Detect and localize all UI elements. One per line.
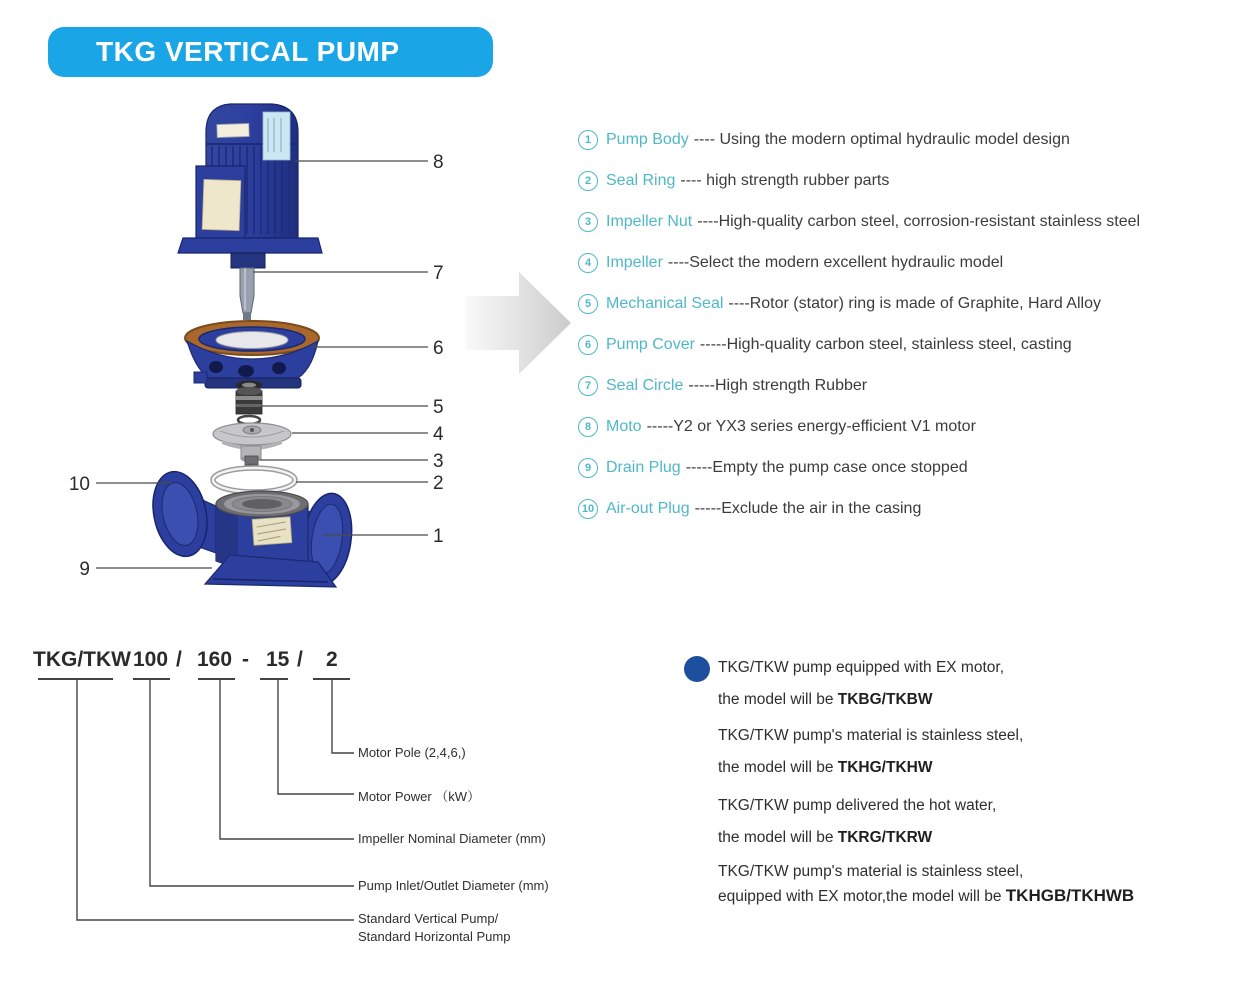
callout-number-1: 1: [433, 526, 444, 547]
list-item: [578, 365, 1234, 406]
bullet-icon: [684, 656, 710, 682]
part-desc: ---- Using the modern optimal hydraulic model design: [693, 130, 1070, 148]
note-text: TKG/TKW pump delivered the hot water,: [718, 797, 997, 814]
circled-number-icon: 4: [578, 253, 598, 273]
circled-number-icon: 8: [578, 417, 598, 437]
title-banner: [48, 27, 493, 77]
model-code-pole: 2: [326, 648, 338, 671]
circled-number-icon: 9: [578, 458, 598, 478]
callout-number-7: 7: [433, 263, 444, 284]
note-text: the model will be: [718, 759, 838, 776]
circled-number-icon: 5: [578, 294, 598, 314]
page-title: TKG VERTICAL PUMP: [96, 36, 400, 67]
note-line: [718, 727, 1023, 745]
circled-number-icon: 2: [578, 171, 598, 191]
motor-shaft: [240, 268, 254, 320]
note-line: [718, 829, 932, 847]
model-code-sep2: -: [242, 648, 249, 671]
part-desc: ----Select the modern excellent hydraulic model: [667, 253, 1004, 271]
circled-number-icon: 7: [578, 376, 598, 396]
list-item: [578, 160, 1234, 201]
part-name: Pump Body: [606, 130, 689, 148]
pump-exploded-diagram: [0, 85, 600, 610]
list-item: [578, 283, 1234, 324]
callout-number-6: 6: [433, 338, 444, 359]
note-line: [718, 759, 932, 777]
part-desc: -----High-quality carbon steel, stainless steel, casting: [699, 335, 1072, 353]
note-line: [718, 691, 932, 709]
list-item: [578, 201, 1234, 242]
note-line: [718, 863, 1023, 881]
part-name: Seal Ring: [606, 171, 676, 189]
callout-number-5: 5: [433, 397, 444, 418]
callout-number-9: 9: [79, 559, 90, 580]
list-item: [578, 488, 1234, 529]
note-text: equipped with EX motor,the model will be: [718, 888, 1006, 905]
callout-number-8: 8: [433, 152, 444, 173]
circled-number-icon: 3: [578, 212, 598, 232]
model-code-sep1: /: [176, 648, 182, 671]
note-model-code: TKRG/TKRW: [837, 829, 933, 846]
circled-number-icon: 1: [578, 130, 598, 150]
part-desc: -----Empty the pump case once stopped: [685, 458, 968, 476]
code-label-standard-vertical: Standard Vertical Pump/: [358, 911, 499, 926]
note-text: the model will be: [718, 691, 838, 708]
list-item: [578, 447, 1234, 488]
code-label-motor-pole: Motor Pole (2,4,6,): [358, 745, 466, 760]
list-item: [578, 242, 1234, 283]
model-code-series: TKG/TKW: [33, 648, 131, 671]
part-name: Moto: [606, 417, 642, 435]
note-text: the model will be: [718, 829, 838, 846]
motor: [178, 104, 322, 268]
callout-number-10: 10: [68, 474, 90, 495]
code-label-standard-horizontal: Standard Horizontal Pump: [358, 929, 511, 944]
part-desc: ---- high strength rubber parts: [680, 171, 890, 189]
model-code-impeller: 160: [197, 648, 233, 671]
note-line: [718, 797, 996, 815]
model-code-sep3: /: [297, 648, 303, 671]
parts-list: [578, 119, 1234, 529]
part-name: Air-out Plug: [606, 499, 690, 517]
pump-body: [146, 467, 358, 588]
part-name: Drain Plug: [606, 458, 681, 476]
callout-number-4: 4: [433, 424, 444, 445]
note-text: TKG/TKW pump's material is stainless steel,: [718, 863, 1024, 880]
model-code-inlet: 100: [133, 648, 169, 671]
part-desc: ----High-quality carbon steel, corrosion-resistant stainless steel: [697, 212, 1141, 230]
model-code-power: 15: [266, 648, 290, 671]
callout-number-2: 2: [433, 473, 444, 494]
part-desc: -----Exclude the air in the casing: [694, 499, 922, 517]
part-name: Seal Circle: [606, 376, 684, 394]
part-name: Impeller: [606, 253, 663, 271]
code-label-inlet-diameter: Pump Inlet/Outlet Diameter (mm): [358, 878, 549, 893]
part-name: Pump Cover: [606, 335, 695, 353]
part-desc: -----Y2 or YX3 series energy-efficient V1 motor: [646, 417, 976, 435]
code-label-impeller-diameter: Impeller Nominal Diameter (mm): [358, 831, 546, 846]
part-desc: -----High strength Rubber: [688, 376, 868, 394]
note-model-code: TKHGB/TKHWB: [1005, 886, 1135, 905]
circled-number-icon: 10: [578, 499, 598, 519]
note-text: TKG/TKW pump equipped with EX motor,: [718, 659, 1005, 676]
note-line: [718, 886, 1134, 906]
part-name: Mechanical Seal: [606, 294, 724, 312]
list-item: [578, 119, 1234, 160]
list-item: [578, 324, 1234, 365]
pump-cover: [185, 321, 319, 388]
model-code-lines: [0, 640, 600, 960]
callout-number-3: 3: [433, 451, 444, 472]
code-label-motor-power: Motor Power （kW）: [358, 789, 481, 804]
note-text: TKG/TKW pump's material is stainless steel,: [718, 727, 1024, 744]
mechanical-seal: [236, 381, 262, 425]
note-model-code: TKBG/TKBW: [837, 691, 933, 708]
part-name: Impeller Nut: [606, 212, 693, 230]
circled-number-icon: 6: [578, 335, 598, 355]
note-model-code: TKHG/TKHW: [837, 759, 933, 776]
list-item: [578, 406, 1234, 447]
seal-ring: [213, 468, 295, 492]
note-line: [718, 659, 1004, 677]
right-arrow-icon: [465, 272, 571, 374]
part-desc: ----Rotor (stator) ring is made of Graphite, Hard Alloy: [728, 294, 1101, 312]
